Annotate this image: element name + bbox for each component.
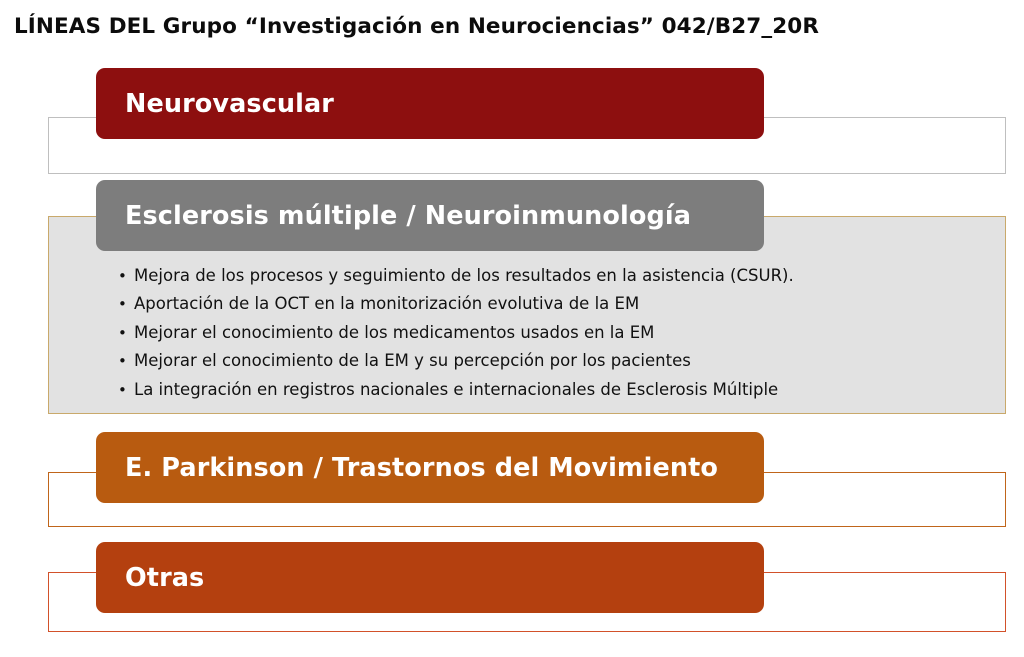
section-header-neurovascular[interactable] xyxy=(96,68,764,139)
section-header-parkinson[interactable] xyxy=(96,432,764,503)
bullet-icon: • xyxy=(118,380,127,399)
list-item-label: La integración en registros nacionales e internacionales de Esclerosis Múltiple xyxy=(134,379,779,399)
list-item-label: Mejorar el conocimiento de la EM y su percepción por los pacientes xyxy=(134,351,691,371)
section-header-label: E. Parkinson / Trastornos del Movimiento xyxy=(125,452,719,483)
section-header-otras[interactable] xyxy=(96,542,764,613)
list-item xyxy=(118,290,948,318)
bullet-list-esclerosis-multiple xyxy=(118,262,948,404)
bullet-icon: • xyxy=(118,323,127,342)
bullet-icon: • xyxy=(118,352,127,371)
list-item xyxy=(118,319,948,347)
section-header-label: Otras xyxy=(125,562,205,593)
section-header-label: Neurovascular xyxy=(125,88,334,119)
list-item-label: Mejora de los procesos y seguimiento de los resultados en la asistencia (CSUR). xyxy=(134,266,794,285)
section-header-label: Esclerosis múltiple / Neuroinmunología xyxy=(125,200,692,231)
bullet-icon: • xyxy=(118,295,127,314)
list-item-label: Aportación de la OCT en la monitorización evolutiva de la EM xyxy=(134,294,640,314)
list-item xyxy=(118,376,948,404)
list-item xyxy=(118,347,948,375)
section-header-esclerosis-multiple[interactable] xyxy=(96,180,764,251)
list-item xyxy=(118,262,948,290)
page-title: LÍNEAS DEL Grupo “Investigación en Neurociencias” 042/B27_20R xyxy=(14,14,819,39)
list-item-label: Mejorar el conocimiento de los medicamentos usados en la EM xyxy=(134,322,655,342)
bullet-icon: • xyxy=(118,267,127,285)
